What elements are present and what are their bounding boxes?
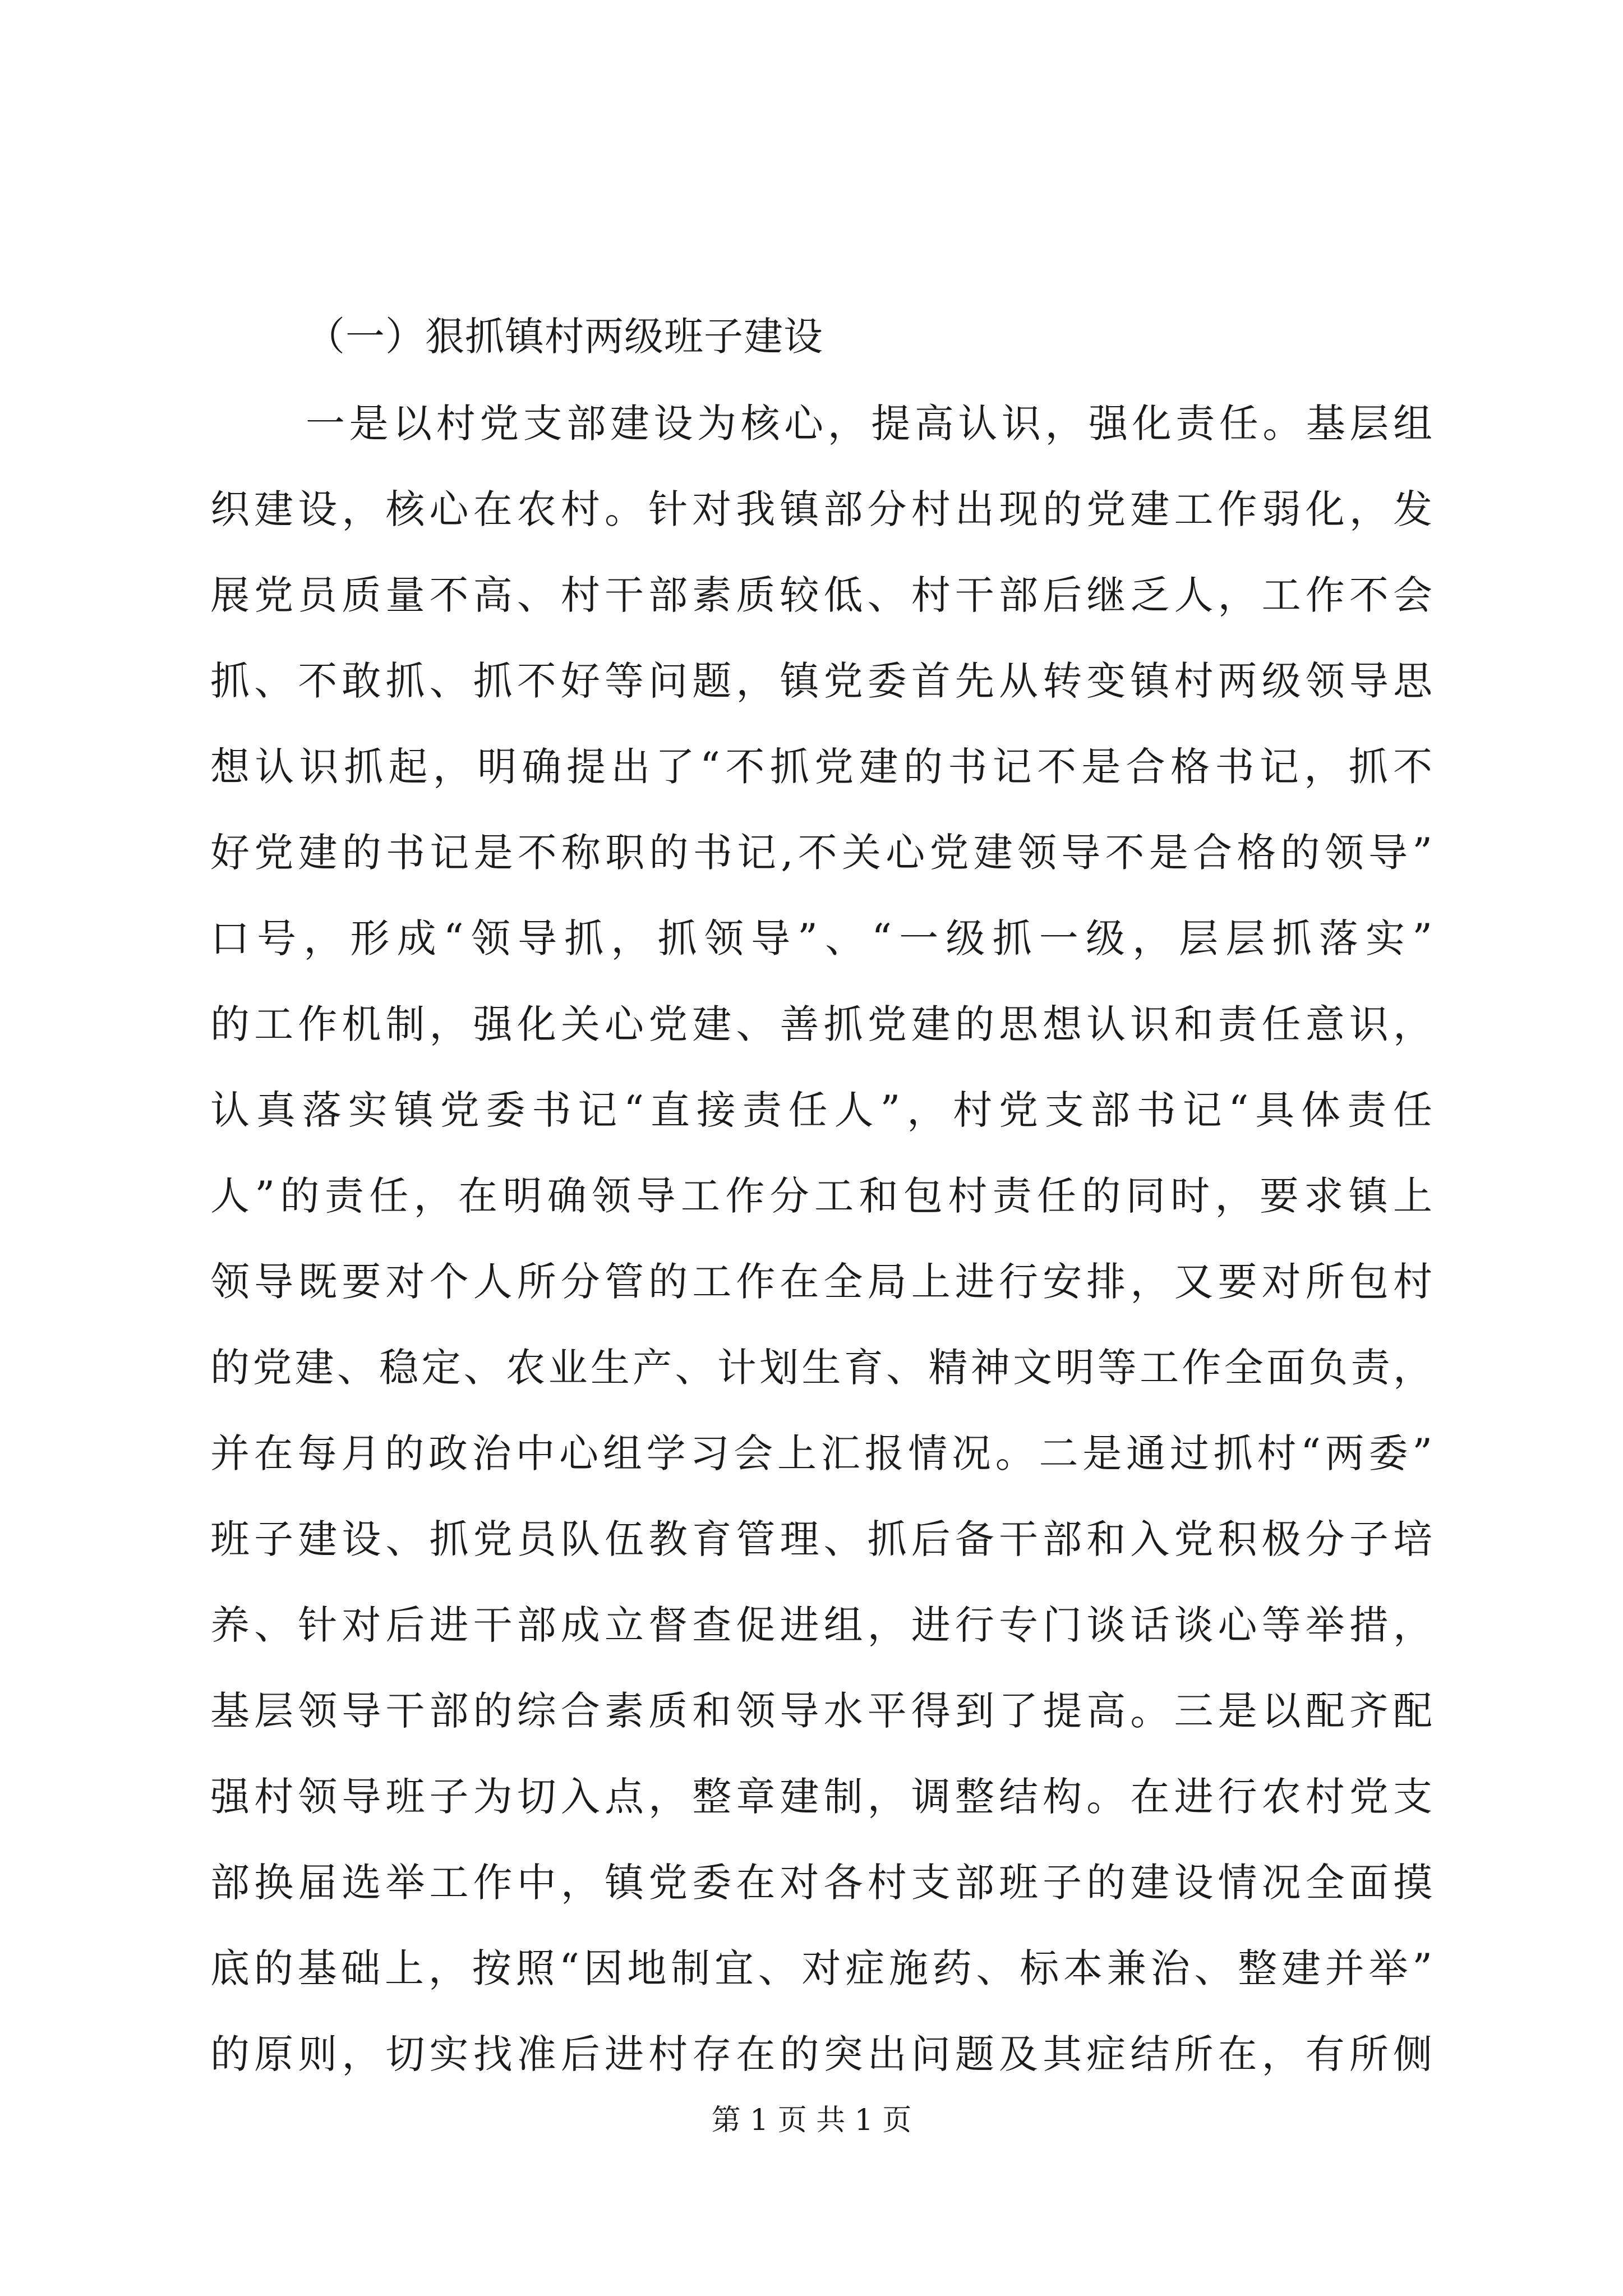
paragraph-line-15: 养、针对后进干部成立督查促进组，进行专门谈话谈心等举措， bbox=[210, 1602, 1433, 1648]
paragraph-line-16: 基层领导干部的综合素质和领导水平得到了提高。三是以配齐配 bbox=[210, 1688, 1433, 1734]
paragraph-line-14: 班子建设、抓党员队伍教育管理、抓后备干部和入党积极分子培 bbox=[210, 1516, 1433, 1562]
paragraph-line-20: 的原则，切实找准后进村存在的突出问题及其症结所在，有所侧 bbox=[210, 2031, 1433, 2077]
paragraph-line-2: 织建设，核心在农村。针对我镇部分村出现的党建工作弱化，发 bbox=[210, 486, 1433, 532]
paragraph-line-8: 的工作机制，强化关心党建、善抓党建的思想认识和责任意识， bbox=[210, 1001, 1433, 1047]
paragraph-line-1: 一是以村党支部建设为核心，提高认识，强化责任。基层组 bbox=[306, 401, 1433, 447]
paragraph-line-3: 展党员质量不高、村干部素质较低、村干部后继乏人，工作不会 bbox=[210, 572, 1433, 618]
paragraph-line-12: 的党建、稳定、农业生产、计划生育、精神文明等工作全面负责， bbox=[210, 1345, 1433, 1391]
paragraph-line-5: 想认识抓起，明确提出了“不抓党建的书记不是合格书记，抓不 bbox=[210, 744, 1433, 790]
paragraph-line-6: 好党建的书记是不称职的书记,不关心党建领导不是合格的领导” bbox=[210, 830, 1433, 876]
page-number-footer: 第 1 页 共 1 页 bbox=[711, 2104, 912, 2137]
paragraph-line-7: 口号，形成“领导抓，抓领导”、“一级抓一级，层层抓落实” bbox=[210, 915, 1433, 961]
section-heading: （一）狠抓镇村两级班子建设 bbox=[306, 314, 823, 360]
paragraph-line-11: 领导既要对个人所分管的工作在全局上进行安排，又要对所包村 bbox=[210, 1259, 1433, 1305]
paragraph-line-17: 强村领导班子为切入点，整章建制，调整结构。在进行农村党支 bbox=[210, 1774, 1433, 1820]
paragraph-line-4: 抓、不敢抓、抓不好等问题，镇党委首先从转变镇村两级领导思 bbox=[210, 658, 1433, 704]
paragraph-line-18: 部换届选举工作中，镇党委在对各村支部班子的建设情况全面摸 bbox=[210, 1860, 1433, 1906]
paragraph-line-10: 人”的责任，在明确领导工作分工和包村责任的同时，要求镇上 bbox=[210, 1173, 1433, 1219]
paragraph-line-19: 底的基础上，按照“因地制宜、对症施药、标本兼治、整建并举” bbox=[210, 1945, 1433, 1991]
paragraph-line-13: 并在每月的政治中心组学习会上汇报情况。二是通过抓村“两委” bbox=[210, 1430, 1433, 1476]
paragraph-line-9: 认真落实镇党委书记“直接责任人”，村党支部书记“具体责任 bbox=[210, 1087, 1433, 1133]
